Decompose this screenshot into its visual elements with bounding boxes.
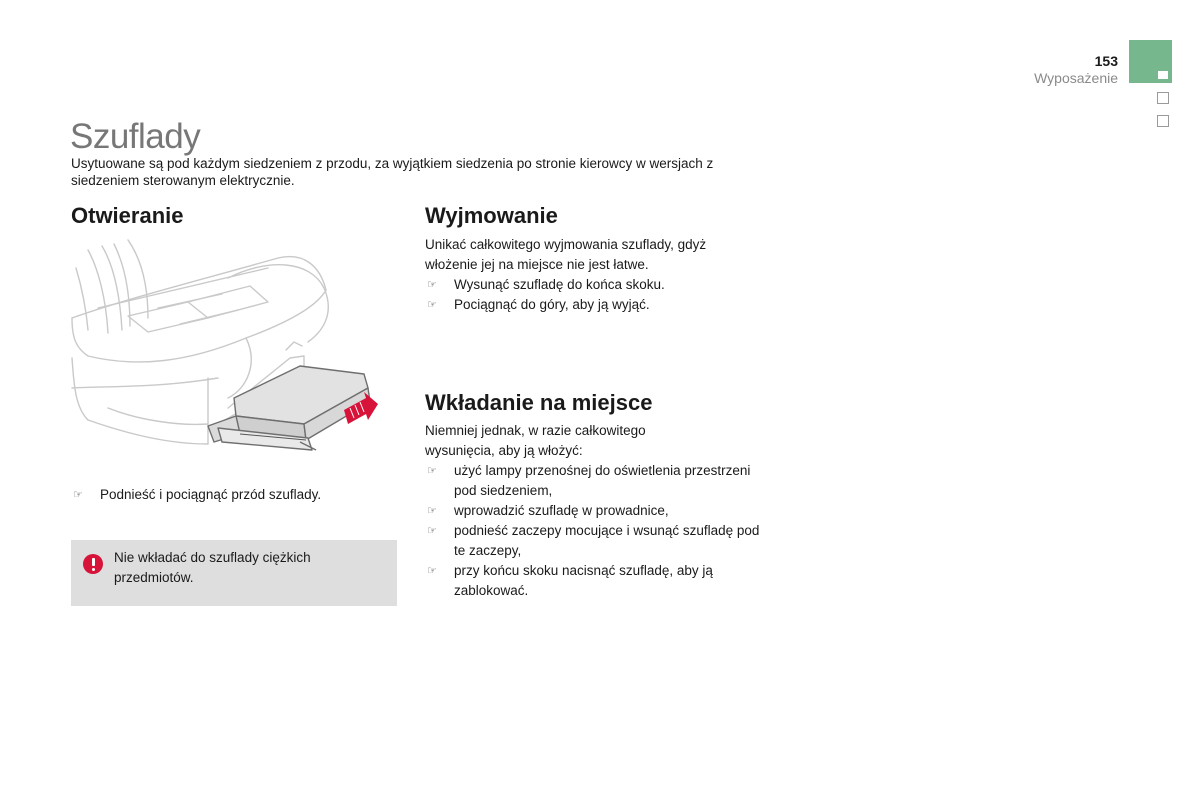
otwieranie-bullet [71,485,420,505]
list-item [425,521,760,561]
otwieranie-bullet-text: Podnieść i pociągnąć przód szuflady. [100,487,322,502]
section-tab [1129,40,1172,83]
seat-drawer-illustration [68,238,390,474]
heading-otwieranie: Otwieranie [71,203,184,228]
pointing-hand-icon: ☞ [427,565,437,577]
list-item-text: wprowadzić szufladę w prowadnice, [454,503,669,518]
list-item [425,275,760,295]
side-tab-box [1157,115,1169,127]
pointing-hand-icon: ☞ [427,279,437,291]
warning-box [71,540,397,606]
side-tab-box [1157,92,1169,104]
tab-marker [1158,71,1168,79]
wyjmowanie-section [425,235,760,315]
list-item-text: Wysunąć szufladę do końca skoku. [454,277,665,292]
list-item [425,501,760,521]
pointing-hand-icon: ☞ [427,525,437,537]
list-item [425,561,760,601]
wyjmowanie-text: Unikać całkowitego wyjmowania szuflady, gdyż włożenie jej na miejsce nie jest łatwe. [425,237,707,272]
heading-wyjmowanie: Wyjmowanie [425,203,558,228]
pointing-hand-icon: ☞ [427,465,437,477]
list-item-text: podnieść zaczepy mocujące i wsunąć szufladę pod te zaczepy, [454,523,760,558]
wkladanie-text: Niemniej jednak, w razie całkowitego wysunięcia, aby ją włożyć: [425,423,646,458]
exclamation-icon [83,554,103,574]
pointing-hand-icon: ☞ [73,489,83,501]
pointing-hand-icon: ☞ [427,299,437,311]
page-number: 153 [1094,53,1118,69]
list-item-text: użyć lampy przenośnej do oświetlenia przestrzeni pod siedzeniem, [454,463,751,498]
wkladanie-section [425,421,760,601]
heading-wkladanie: Wkładanie na miejsce [425,390,653,415]
list-item [425,295,760,315]
list-item [425,461,760,501]
list-item-text: przy końcu skoku nacisnąć szufladę, aby ją zablokować. [454,563,713,598]
section-name: Wyposażenie [1034,70,1118,86]
intro-text: Usytuowane są pod każdym siedzeniem z przodu, za wyjątkiem siedzenia po stronie kierowcy w wersjach z siedzeniem sterowanym elektrycznie. [71,156,714,188]
page-title: Szuflady [70,117,201,156]
warning-text: Nie wkładać do szuflady ciężkich przedmiotów. [114,550,311,585]
pointing-hand-icon: ☞ [427,505,437,517]
list-item-text: Pociągnąć do góry, aby ją wyjąć. [454,297,650,312]
